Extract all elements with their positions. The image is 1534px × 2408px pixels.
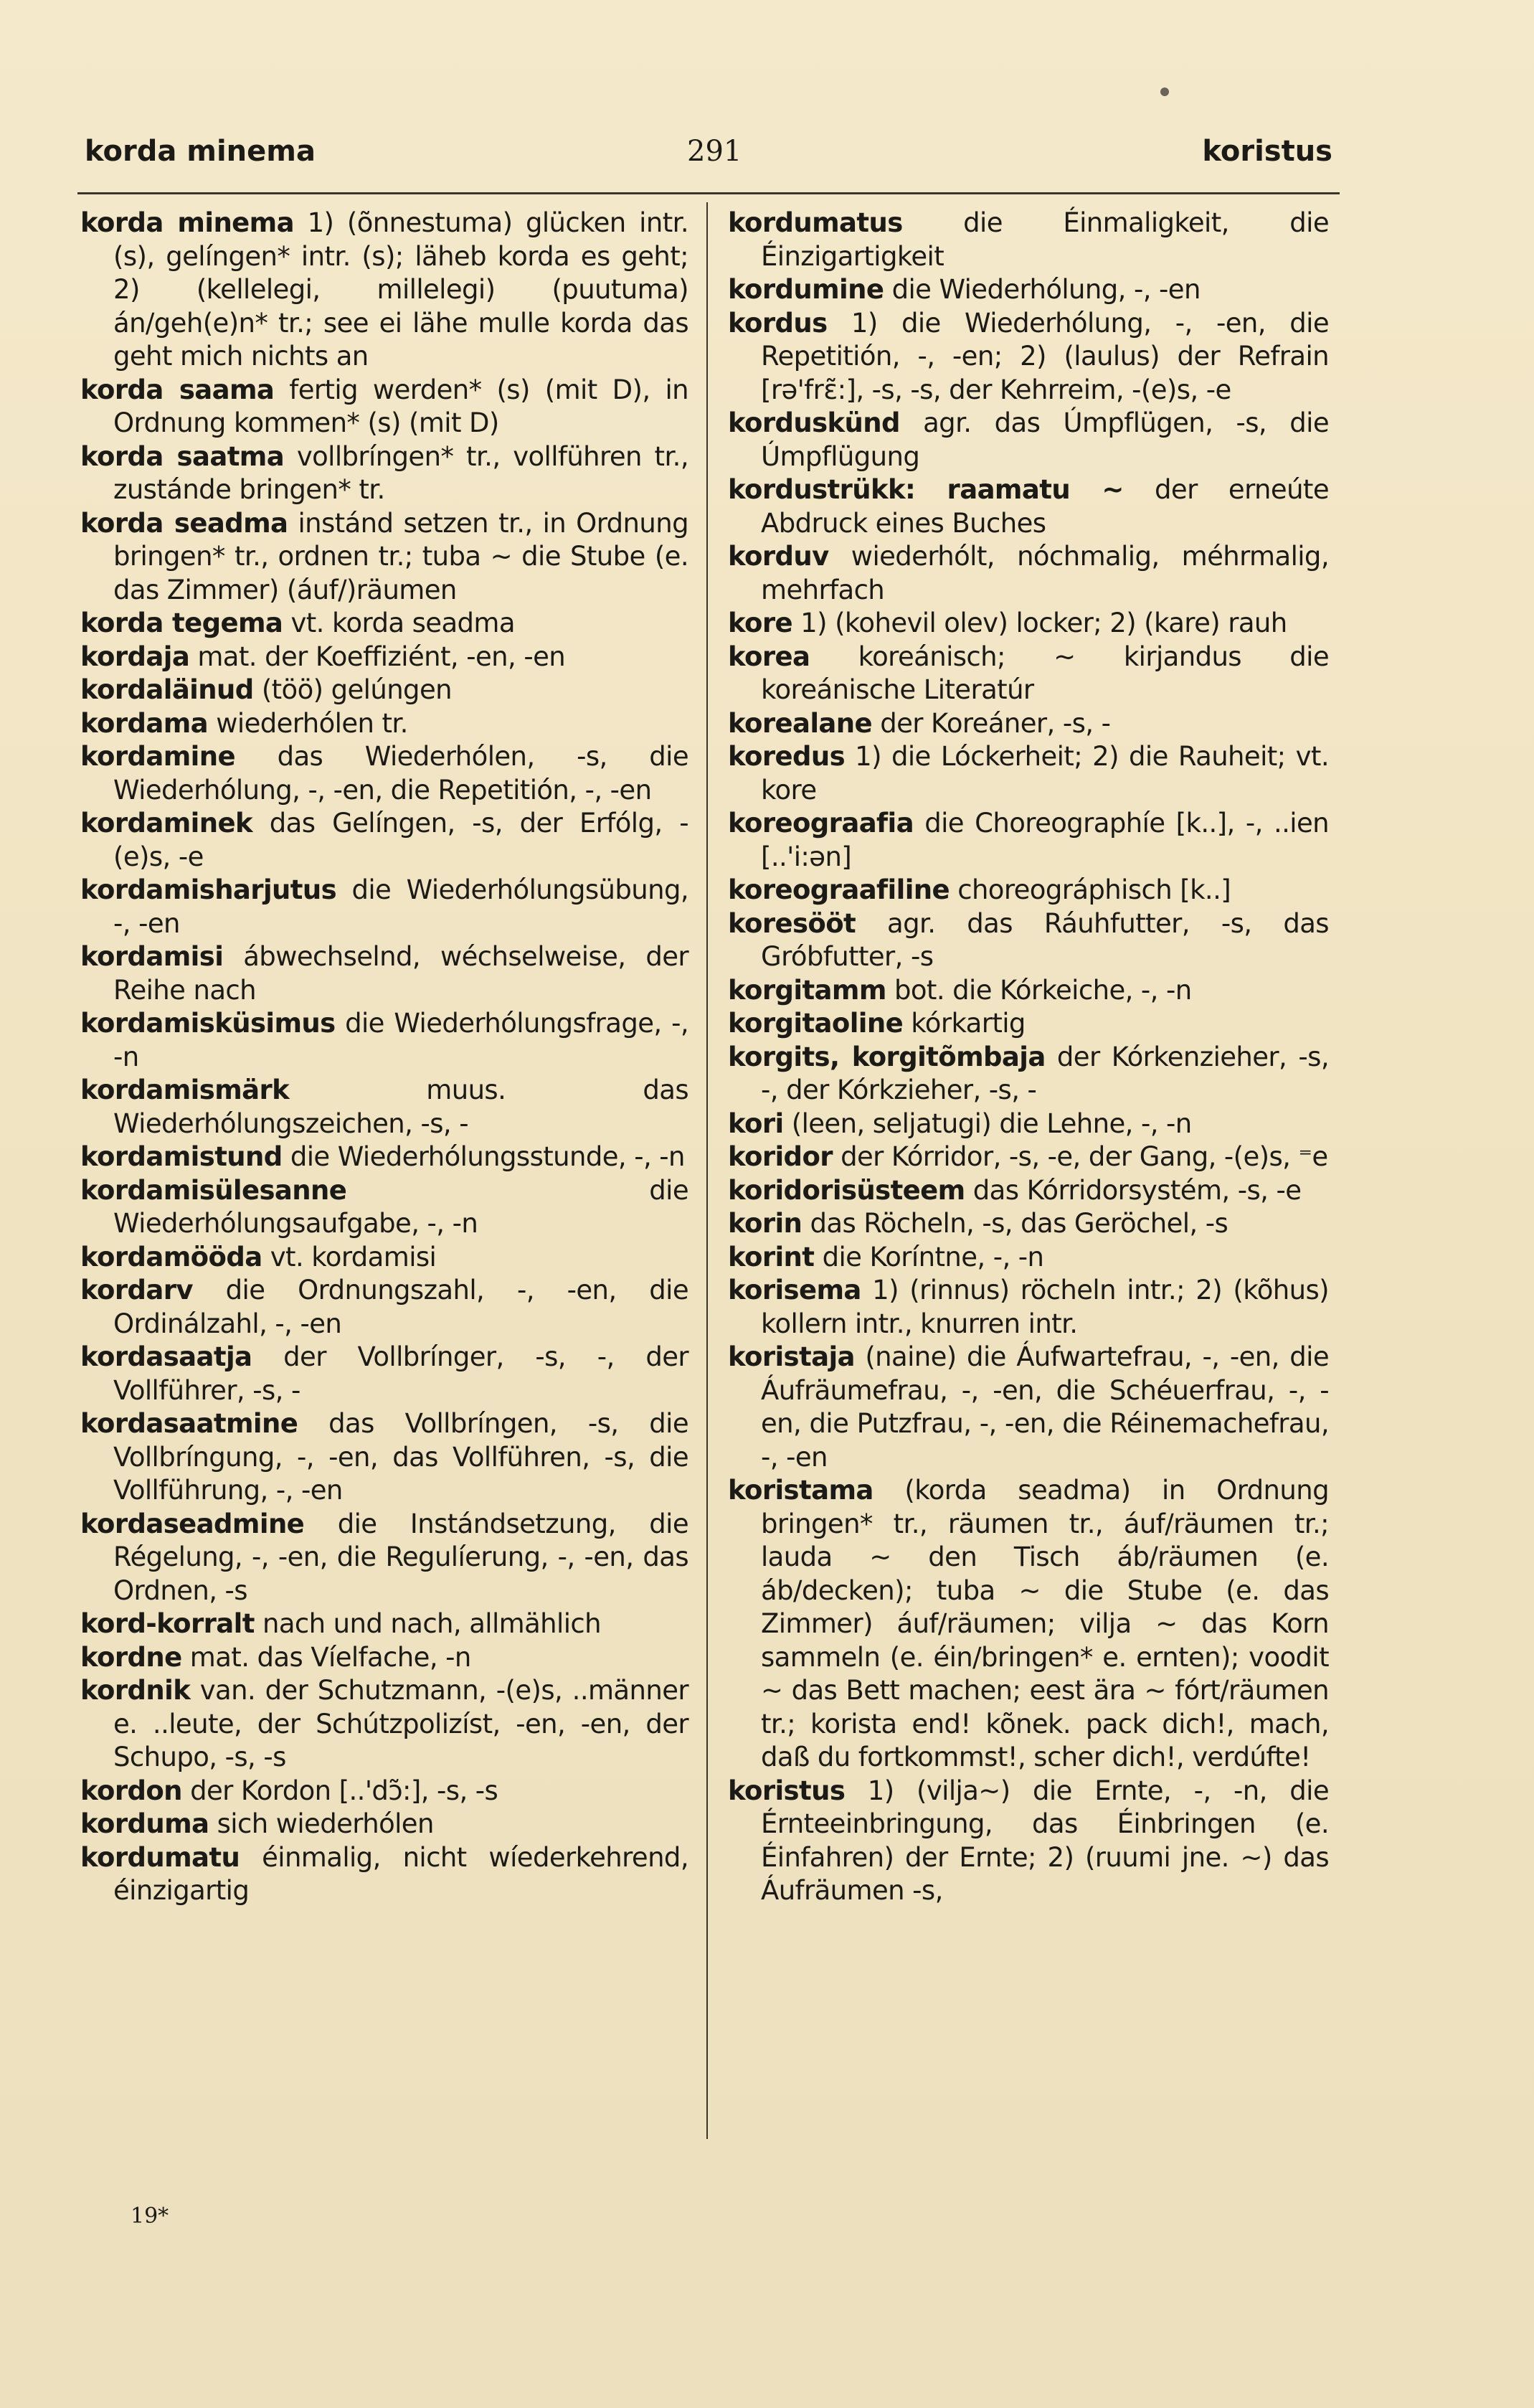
dictionary-entry — [80, 740, 688, 807]
entry-definition: der Kórridor, -s, -e, der Gang, -(e)s, ⁼e — [841, 1141, 1328, 1172]
dictionary-entry — [728, 807, 1329, 874]
dictionary-entry — [80, 207, 688, 374]
entry-headword: koreograafiline — [728, 874, 950, 905]
entry-definition: (korda seadma) in Ordnung bringen* tr., räumen tr., áuf/räumen tr.; lauda ~ den Tisch áb/räumen (e. áb/decken); tuba ~ die Stube (e. das Zimmer) áuf/räumen; vilja ~ das Korn sammeln (e. éin/bringen* e. ernten); voodit ~ das Bett machen; eest ära ~ fórt/räumen tr.; korista end! kõnek. pack dich!, mach, daß du fortkommst!, scher dich!, verdúfte! — [761, 1475, 1329, 1772]
entry-headword: kordnik — [80, 1675, 191, 1706]
dictionary-entry — [80, 1007, 688, 1074]
entry-definition: das Vollbríngen, -s, die Vollbríngung, -, -en, das Vollführen, -s, die Vollführung, -, -en — [113, 1408, 688, 1506]
entry-definition: choreográphisch [k..] — [957, 874, 1231, 905]
header-rule — [77, 192, 1340, 194]
entry-definition: éinmalig, nicht wíederkehrend, éinzigartig — [113, 1841, 688, 1906]
entry-headword: kordaja — [80, 641, 190, 672]
dictionary-entry — [728, 1108, 1329, 1141]
dictionary-entry — [728, 1174, 1329, 1208]
entry-headword: kori — [728, 1108, 784, 1139]
entry-headword: korin — [728, 1208, 802, 1239]
entry-headword: korda minema — [80, 207, 294, 238]
entry-headword: kordustrükk: raamatu ~ — [728, 474, 1124, 505]
entry-headword: korgitamm — [728, 974, 886, 1006]
entry-definition: (töö) gelúngen — [261, 674, 452, 705]
entry-definition: der Kordon [..'dɔ̃:], -s, -s — [190, 1775, 498, 1806]
entry-definition: vollbríngen* tr., vollführen tr., zustánde bringen* tr. — [113, 440, 688, 505]
entry-definition: agr. das Úmpflügen, -s, die Úmpflügung — [761, 407, 1329, 472]
entry-headword: kordasaatmine — [80, 1408, 298, 1439]
entry-definition: van. der Schutzmann, -(e)s, ..männer e. ..leute, der Schútzpolizíst, -en, -en, der Schupo, -s, -s — [113, 1675, 688, 1772]
entry-headword: kordumine — [728, 274, 884, 305]
entry-headword: korda tegema — [80, 608, 283, 638]
entry-definition: die Instándsetzung, die Régelung, -, -en, die Regulíerung, -, -en, das Ordnen, -s — [113, 1508, 688, 1606]
entry-headword: koredus — [728, 741, 846, 772]
entry-headword: korea — [728, 641, 810, 672]
entry-definition: der Kórkenzieher, -s, -, der Kórkzieher, -s, - — [761, 1041, 1329, 1105]
entry-definition: die Wiederhólung, -, -en — [891, 274, 1201, 305]
entry-definition: 1) (rinnus) röcheln intr.; 2) (kõhus) kollern intr., knurren intr. — [761, 1275, 1329, 1339]
entry-definition: der erneúte Abdruck eines Buches — [761, 474, 1329, 539]
entry-definition: (leen, seljatugi) die Lehne, -, -n — [791, 1108, 1192, 1139]
dictionary-entry — [80, 641, 688, 674]
entry-definition: muus. das Wiederhólungszeichen, -s, - — [113, 1075, 688, 1139]
dictionary-entry — [728, 273, 1329, 307]
entry-definition: ábwechselnd, wéchselweise, der Reihe nach — [113, 941, 688, 1006]
entry-headword: koristama — [728, 1475, 873, 1506]
entry-definition: das Röcheln, -s, das Geröchel, -s — [810, 1208, 1228, 1239]
column-divider — [706, 202, 708, 2139]
dictionary-entry — [728, 1775, 1329, 1908]
entry-headword: kordamismärk — [80, 1075, 290, 1105]
dictionary-entry — [728, 974, 1329, 1008]
entry-headword: kordamisi — [80, 941, 224, 972]
dictionary-entry — [80, 1174, 688, 1241]
dictionary-entry — [80, 507, 688, 608]
header-right-guideword: koristus — [1202, 135, 1332, 168]
entry-definition: fertig werden* (s) (mit D), in Ordnung kommen* (s) (mit D) — [113, 374, 688, 438]
dictionary-entry — [80, 1407, 688, 1508]
entry-headword: kordama — [80, 707, 209, 739]
page-number: 291 — [687, 135, 742, 168]
entry-headword: kordumatu — [80, 1841, 240, 1873]
entry-headword: koridorisüsteem — [728, 1174, 965, 1206]
dictionary-entry — [80, 374, 688, 440]
entry-definition: die Choreographíe [k..], -, ..ien [..'i:ən] — [761, 808, 1329, 872]
dictionary-entry — [80, 1274, 688, 1341]
entry-headword: koristaja — [728, 1341, 855, 1372]
entry-definition: das Gelíngen, -s, der Erfólg, -(e)s, -e — [113, 808, 688, 872]
entry-definition: mat. das Víelfache, -n — [189, 1641, 471, 1673]
dictionary-entry — [728, 1041, 1329, 1108]
entry-headword: kordne — [80, 1641, 182, 1673]
entry-definition: die Wiederhólungsaufgabe, -, -n — [113, 1174, 688, 1239]
entry-definition: die Éinmaligkeit, die Éinzigartigkeit — [761, 207, 1329, 272]
dictionary-entry — [80, 807, 688, 874]
entry-definition: wiederhólt, nóchmalig, méhrmalig, mehrfach — [761, 541, 1329, 605]
entry-definition: 1) (õnnestuma) glücken intr. (s), gelíngen* intr. (s); läheb korda es geht; 2) (kellelegi, millelegi) (puutuma) án/geh(e)n* tr.; see ei lähe mulle korda das geht mich nichts an — [113, 207, 689, 372]
entry-definition: wiederhólen tr. — [216, 707, 408, 739]
page-header — [85, 129, 1332, 179]
dictionary-entry — [80, 1841, 688, 1908]
entry-definition: 1) (vilja~) die Ernte, -, -n, die Érnteeinbringung, das Éinbringen (e. Éinfahren) der Ernte; 2) (ruumi jne. ~) das Áufräumen -s, — [761, 1775, 1329, 1906]
entry-headword: kordamööda — [80, 1241, 262, 1273]
entry-headword: kordaläinud — [80, 674, 254, 705]
entry-definition: die Wiederhólungsfrage, -, -n — [113, 1008, 688, 1072]
entry-headword: korgitaoline — [728, 1008, 904, 1039]
entry-definition: kórkartig — [911, 1008, 1026, 1039]
entry-headword: korgits, korgitõmbaja — [728, 1041, 1046, 1072]
entry-headword: kordamisharjutus — [80, 874, 337, 905]
right-column — [728, 207, 1329, 1908]
entry-headword: kordasaatja — [80, 1341, 252, 1372]
entry-headword: kordarv — [80, 1275, 193, 1305]
ink-dot — [1160, 88, 1169, 96]
dictionary-entry — [80, 940, 688, 1007]
left-column — [80, 207, 688, 1908]
entry-headword: kordamisülesanne — [80, 1174, 347, 1206]
dictionary-entry — [728, 1474, 1329, 1775]
dictionary-entry — [728, 307, 1329, 407]
entry-definition: 1) (kohevil olev) locker; 2) (kare) rauh — [800, 608, 1287, 638]
dictionary-entry — [80, 1775, 688, 1808]
entry-definition: 1) die Wiederhólung, -, -en, die Repetitión, -, -en; 2) (laulus) der Refrain [rə'frɛ̃:], -s, -s, der Kehrreim, -(e)s, -e — [761, 307, 1329, 405]
entry-definition: sich wiederhólen — [217, 1808, 434, 1839]
entry-headword: korda saatma — [80, 440, 285, 472]
dictionary-entry — [728, 1274, 1329, 1341]
entry-definition: nach und nach, allmählich — [262, 1608, 601, 1639]
dictionary-entry — [728, 1207, 1329, 1241]
dictionary-entry — [80, 1141, 688, 1174]
dictionary-entry — [728, 740, 1329, 807]
dictionary-entry — [728, 1007, 1329, 1041]
signature-mark: 19* — [131, 2204, 169, 2229]
dictionary-entry — [728, 407, 1329, 473]
entry-definition: das Wiederhólen, -s, die Wiederhólung, -, -en, die Repetitión, -, -en — [113, 741, 688, 806]
entry-definition: koreánisch; ~ kirjandus die koreánische Literatúr — [761, 641, 1330, 705]
dictionary-entry — [80, 1508, 688, 1608]
entry-headword: kordaseadmine — [80, 1508, 305, 1539]
dictionary-entry — [728, 641, 1329, 707]
dictionary-entry — [80, 1808, 688, 1841]
entry-headword: kore — [728, 608, 792, 638]
entry-definition: vt. kordamisi — [270, 1241, 437, 1273]
dictionary-entry — [728, 1141, 1329, 1174]
entry-headword: korduskünd — [728, 407, 900, 438]
entry-definition: mat. der Koeffiziént, -en, -en — [197, 641, 566, 672]
entry-headword: koristus — [728, 1775, 846, 1806]
entry-headword: kordamine — [80, 741, 236, 772]
dictionary-entry — [728, 874, 1329, 907]
dictionary-entry — [80, 1641, 688, 1675]
dictionary-entry — [80, 1607, 688, 1641]
entry-headword: kordaminek — [80, 808, 253, 839]
entry-definition: die Wiederhólungsstunde, -, -n — [290, 1141, 685, 1172]
entry-headword: korealane — [728, 707, 873, 739]
dictionary-entry — [728, 707, 1329, 741]
entry-headword: korda saama — [80, 374, 275, 405]
dictionary-entry — [728, 540, 1329, 607]
entry-definition: agr. das Ráuhfutter, -s, das Gróbfutter, -s — [761, 907, 1329, 972]
entry-definition: der Koreáner, -s, - — [880, 707, 1111, 739]
dictionary-entry — [80, 674, 688, 707]
entry-definition: bot. die Kórkeiche, -, -n — [894, 974, 1192, 1006]
entry-headword: korduma — [80, 1808, 209, 1839]
entry-headword: koreograafia — [728, 808, 914, 839]
dictionary-entry — [728, 473, 1329, 540]
entry-headword: kordamistund — [80, 1141, 283, 1172]
entry-headword: kordumatus — [728, 207, 903, 238]
dictionary-entry — [728, 907, 1329, 974]
entry-definition: 1) die Lóckerheit; 2) die Rauheit; vt. kore — [761, 741, 1329, 806]
entry-definition: (naine) die Áufwartefrau, -, -en, die Áufräumefrau, -, -en, die Schéuerfrau, -, -en, die Putzfrau, -, -en, die Réinemachefrau, -, -en — [761, 1341, 1329, 1473]
entry-headword: kordon — [80, 1775, 182, 1806]
dictionary-entry — [80, 607, 688, 641]
header-left-guideword: korda minema — [85, 135, 316, 168]
entry-definition: die Ordnungszahl, -, -en, die Ordinálzahl, -, -en — [113, 1275, 688, 1339]
entry-headword: kordamisküsimus — [80, 1008, 336, 1039]
entry-headword: kordus — [728, 307, 828, 339]
entry-headword: kord-korralt — [80, 1608, 255, 1639]
dictionary-entry — [80, 1674, 688, 1775]
dictionary-entry — [80, 440, 688, 507]
entry-definition: die Wiederhólungsübung, -, -en — [113, 874, 688, 939]
entry-definition: instánd setzen tr., in Ordnung bringen* tr., ordnen tr.; tuba ~ die Stube (e. das Zimmer) (áuf/)räumen — [113, 507, 688, 605]
entry-definition: der Vollbrínger, -s, -, der Vollführer, -s, - — [113, 1341, 688, 1406]
entry-headword: korduv — [728, 541, 829, 572]
entry-definition: vt. korda seadma — [290, 608, 515, 638]
dictionary-entry — [728, 1341, 1329, 1474]
dictionary-entry — [80, 874, 688, 940]
entry-headword: korisema — [728, 1275, 861, 1305]
dictionary-entry — [728, 607, 1329, 641]
entry-headword: korint — [728, 1241, 815, 1273]
entry-definition: die Koríntne, -, -n — [822, 1241, 1044, 1273]
entry-headword: koresööt — [728, 907, 856, 939]
entry-headword: korda seadma — [80, 507, 288, 539]
dictionary-entry — [80, 1241, 688, 1275]
entry-definition: das Kórridorsystém, -s, -e — [972, 1174, 1302, 1206]
dictionary-entry — [728, 207, 1329, 273]
dictionary-entry — [728, 1241, 1329, 1275]
dictionary-entry — [80, 1074, 688, 1141]
dictionary-entry — [80, 707, 688, 741]
dictionary-entry — [80, 1341, 688, 1407]
entry-headword: koridor — [728, 1141, 833, 1172]
